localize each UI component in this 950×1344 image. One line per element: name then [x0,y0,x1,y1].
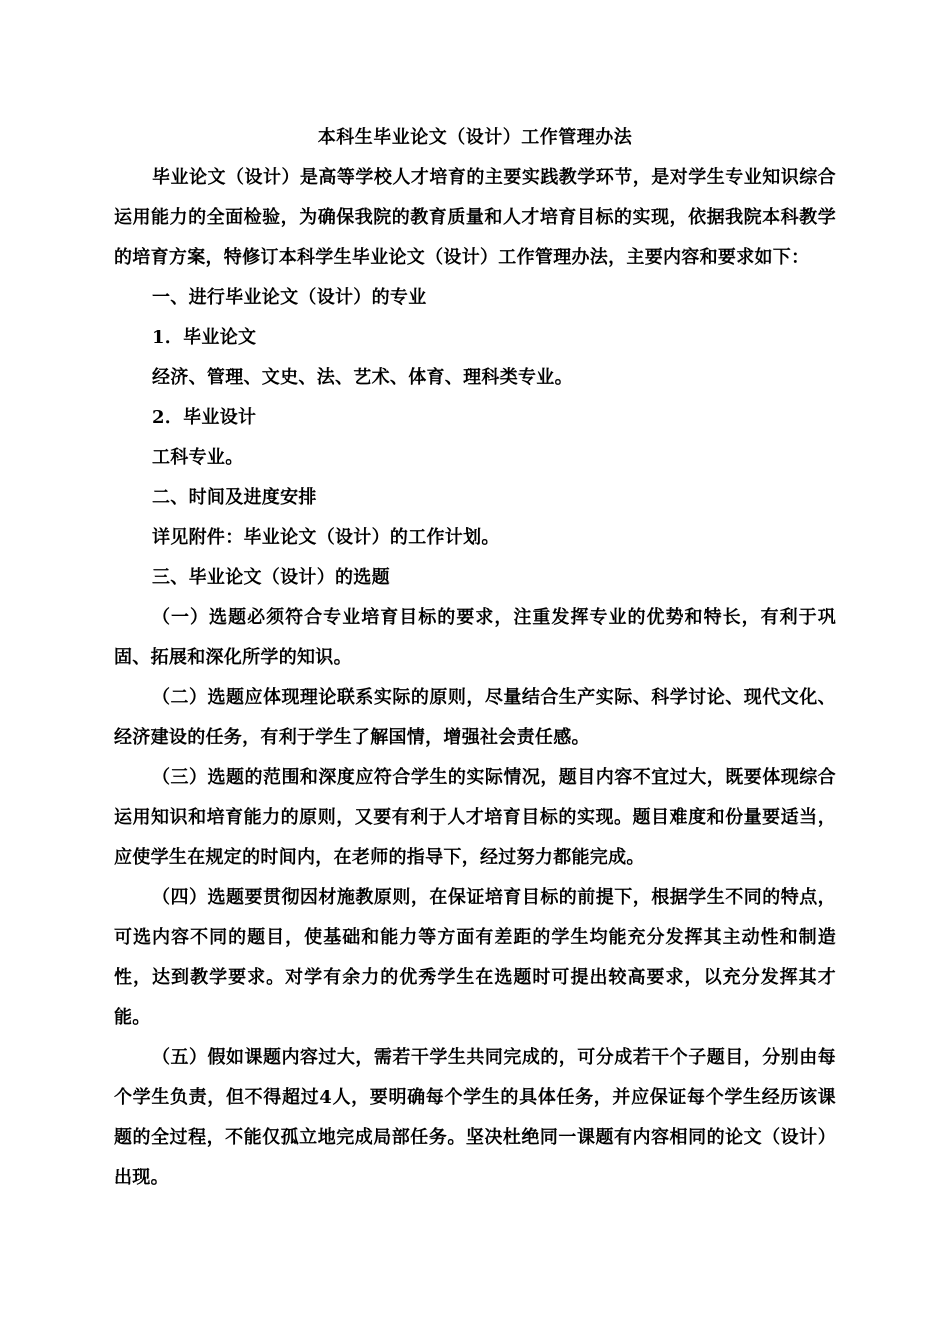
document-page [114,118,836,1198]
subheading-thesis: 1．毕业论文 [152,327,257,348]
topic-rule-5: （五）假如课题内容过大，需若干学生共同完成的，可分成若干个子题目，分别由每个学生负责，但不得超过4人，要明确每个学生的具体任务，并应保证每个学生经历该课题的全过程，不能仅孤立地完成局部任务。坚决杜绝同一课题有内容相同的论文（设计）出现。 [114,1047,836,1188]
document-title: 本科生毕业论文（设计）工作管理办法 [317,127,633,148]
design-majors-text: 工科专业。 [152,447,244,468]
topic-rule-2: （二）选题应体现理论联系实际的原则，尽量结合生产实际、科学讨论、现代文化、经济建设的任务，有利于学生了解国情，增强社会责任感。 [114,687,836,748]
thesis-majors-text: 经济、管理、文史、法、艺术、体育、理科类专业。 [152,367,573,388]
topic-rule-4: （四）选题要贯彻因材施教原则，在保证培育目标的前提下，根据学生不同的特点，可选内容不同的题目，使基础和能力等方面有差距的学生均能充分发挥其主动性和制造性，达到教学要求。对学有余力的优秀学生在选题时可提出较高要求，以充分发挥其才能。 [114,887,836,1028]
schedule-text: 详见附件：毕业论文（设计）的工作计划。 [152,527,500,548]
topic-rule-3: （三）选题的范围和深度应符合学生的实际情况，题目内容不宜过大，既要体现综合运用知识和培育能力的原则，又要有利于人才培育目标的实现。题目难度和份量要适当，应使学生在规定的时间内，在老师的指导下，经过努力都能完成。 [114,767,836,868]
intro-paragraph: 毕业论文（设计）是高等学校人才培育的主要实践教学环节，是对学生专业知识综合运用能力的全面检验，为确保我院的教育质量和人才培育目标的实现，依据我院本科教学的培育方案，特修订本科学生毕业论文（设计）工作管理办法，主要内容和要求如下： [114,167,836,268]
topic-rule-1: （一）选题必须符合专业培育目标的要求，注重发挥专业的优势和特长，有利于巩固、拓展和深化所学的知识。 [114,607,836,668]
section-heading-schedule: 二、时间及进度安排 [152,487,317,508]
section-heading-majors: 一、进行毕业论文（设计）的专业 [152,287,427,308]
section-heading-topic-selection: 三、毕业论文（设计）的选题 [152,567,390,588]
subheading-design: 2．毕业设计 [152,407,257,428]
